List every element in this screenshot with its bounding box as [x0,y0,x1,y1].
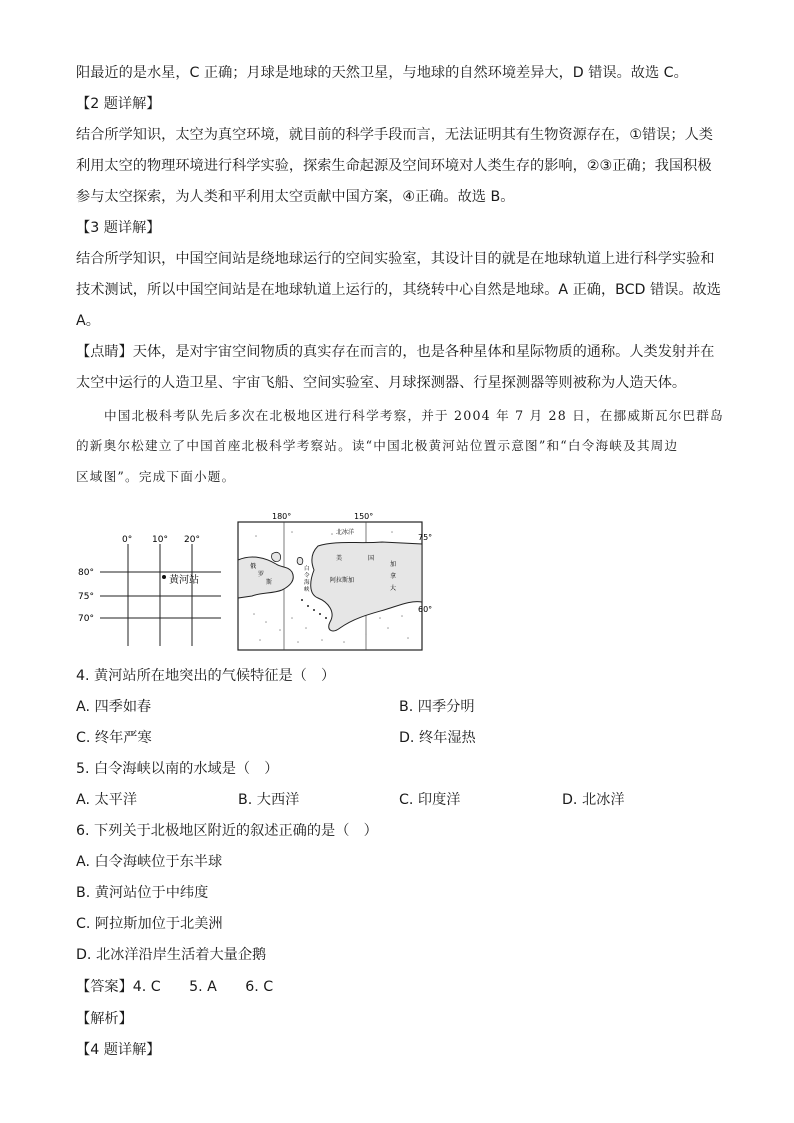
map-label: 加 [390,561,397,568]
lat-label: 60° [418,605,433,614]
lat-label: 75° [418,533,433,542]
option: B. 黄河站位于中纬度 [76,885,209,901]
option: A. 太平洋 [76,792,138,808]
section-heading: 【3 题详解】 [76,220,161,236]
section-heading: 【2 题详解】 [76,96,161,112]
map-label: 罗 [258,571,265,578]
material-line: 的新奥尔松建立了中国首座北极科学考察站。读“中国北极黄河站位置示意图”和“白令海峡及其周边 [76,438,679,453]
passage-line: 利用太空的物理环境进行科学实验，探索生命起源及空间环境对人类生存的影响，②③正确；我国积极 [76,158,712,174]
lon-label: 150° [354,512,374,521]
lat-label: 70° [78,614,94,624]
map-label: 美 [336,555,343,562]
section-heading: 【4 题详解】 [76,1042,161,1058]
lon-label: 10° [152,535,168,545]
map-label: 大 [390,585,397,592]
material-line: 中国北极科考队先后多次在北极地区进行科学考察，并于 2004 年 7 月 28 日，在挪威斯瓦尔巴群岛 [104,408,724,423]
option: A. 四季如春 [76,699,152,715]
lat-label: 80° [78,568,94,578]
question-stem: 4. 黄河站所在地突出的气候特征是（ ） [76,668,336,684]
option: C. 阿拉斯加位于北美洲 [76,916,223,932]
passage-line: A。 [76,313,100,329]
map-label: 拿 [390,573,397,580]
station-label: 黄河站 [169,575,199,586]
lon-label: 0° [122,535,133,545]
passage-line: 结合所学知识，太空为真空环境，就目前的科学手段而言，无法证明其有生物资源存在，①错误；人类 [76,127,713,143]
map-label: 令 [304,573,310,579]
question-stem: 5. 白令海峡以南的水域是（ ） [76,761,279,777]
huanghe-station-map [76,530,226,650]
answer-line: 【答案】4. C 5. A 6. C [76,979,274,995]
station-marker [162,575,166,579]
analysis-heading: 【解析】 [76,1011,133,1027]
map-label: 峡 [304,587,310,593]
option: C. 终年严寒 [76,730,152,746]
passage-line: 参与太空探索，为人类和平利用太空贡献中国方案，④正确。故选 B。 [76,189,515,205]
option: C. 印度洋 [399,792,461,808]
bering-strait-map [232,510,442,655]
map-label: 国 [368,555,375,562]
island [297,557,303,564]
option: D. 北冰洋 [562,792,625,808]
lon-label: 20° [184,535,200,545]
map-label: 白 [304,566,310,572]
passage-line: 太空中运行的人造卫星、宇宙飞船、空间实验室、月球探测器、行星探测器等则被称为人造天体。 [76,375,687,391]
lat-label: 75° [78,592,94,602]
passage-line: 阳最近的是水星，C 正确；月球是地球的天然卫星，与地球的自然环境差异大，D 错误。故选 C。 [76,65,688,81]
option: B. 四季分明 [399,699,475,715]
material-line: 区域图”。完成下面小题。 [76,469,236,484]
passage-line: 结合所学知识，中国空间站是绕地球运行的空间实验室，其设计目的就是在地球轨道上进行科学实验和 [76,251,715,267]
map-label: 斯 [266,579,273,586]
passage-line: 技术测试，所以中国空间站是在地球轨道上运行的，其绕转中心自然是地球。A 正确，BCD 错误。故选 [76,282,721,298]
option: B. 大西洋 [238,792,300,808]
option: A. 白令海峡位于东半球 [76,854,223,870]
lon-label: 180° [272,512,292,521]
map-label: 阿拉斯加 [330,577,355,584]
map-label: 北冰洋 [336,529,355,536]
map-label: 海 [304,580,310,586]
island [272,552,281,561]
option: D. 北冰洋沿岸生活着大量企鹅 [76,947,267,963]
map-label: 俄 [250,563,257,570]
passage-line: 【点睛】天体，是对宇宙空间物质的真实存在而言的，也是各种星体和星际物质的通称。人类发射并在 [76,344,715,360]
question-stem: 6. 下列关于北极地区附近的叙述正确的是（ ） [76,823,378,839]
option: D. 终年湿热 [399,730,476,746]
